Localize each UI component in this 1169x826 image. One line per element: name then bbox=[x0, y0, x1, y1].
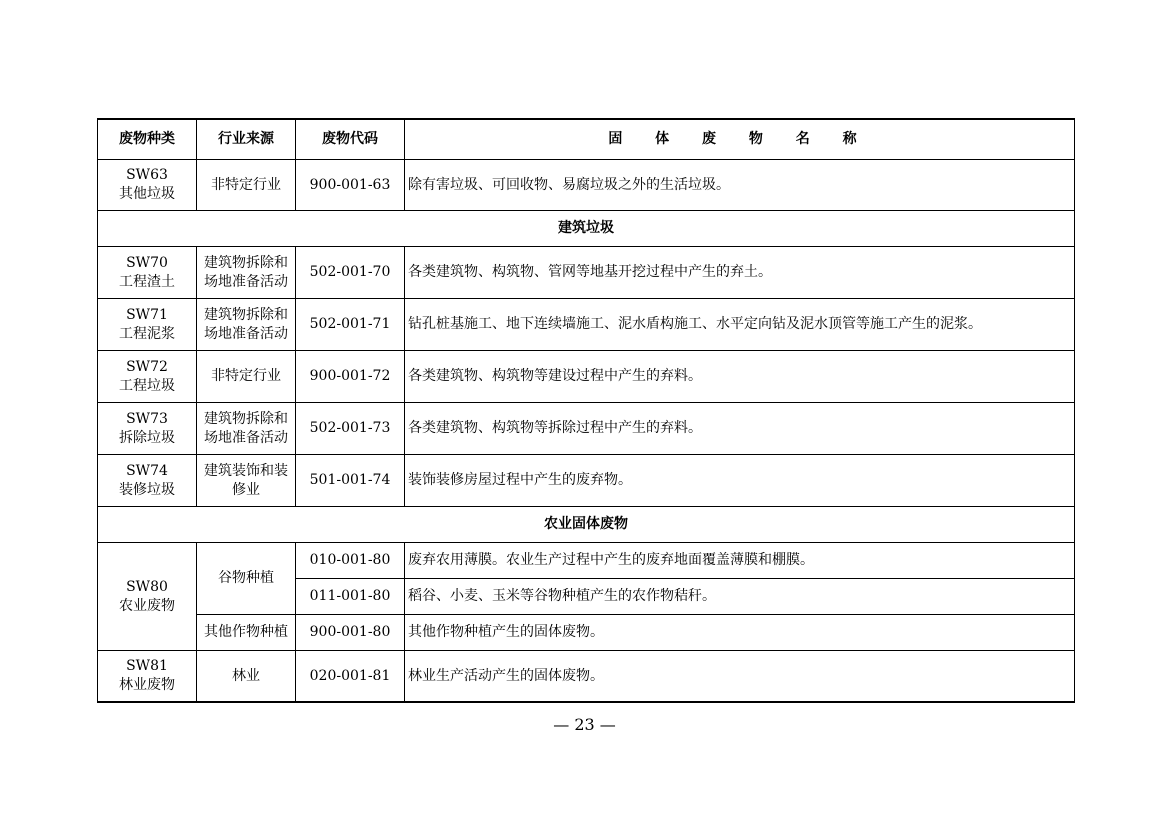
section-title-construction: 建筑垃圾 bbox=[98, 211, 1075, 247]
page-number: — 23 — bbox=[553, 715, 616, 734]
industry-source-cell bbox=[197, 247, 296, 299]
header-waste-code: 废物代码 bbox=[296, 119, 405, 160]
industry-source-cell: 谷物种植 bbox=[197, 543, 296, 615]
industry-source-cell bbox=[197, 299, 296, 351]
waste-code-cell: 501-001-74 bbox=[296, 455, 405, 507]
table-row bbox=[98, 615, 1075, 651]
waste-category-cell bbox=[98, 247, 197, 299]
category-label: 其他垃圾 bbox=[119, 186, 175, 202]
source-text: 建筑物拆除和 bbox=[204, 306, 288, 323]
industry-source-cell bbox=[197, 455, 296, 507]
waste-name-cell: 各类建筑物、构筑物等拆除过程中产生的弃料。 bbox=[405, 403, 1075, 455]
source-text: 建筑物拆除和 bbox=[204, 410, 288, 427]
table-row bbox=[98, 247, 1075, 299]
table-row bbox=[98, 651, 1075, 703]
industry-source-cell bbox=[197, 403, 296, 455]
category-code: SW72 bbox=[126, 358, 168, 375]
table-row bbox=[98, 299, 1075, 351]
header-waste-name: 固 体 废 物 名 称 bbox=[405, 119, 1075, 160]
waste-name-cell: 各类建筑物、构筑物、管网等地基开挖过程中产生的弃土。 bbox=[405, 247, 1075, 299]
waste-code-cell: 502-001-73 bbox=[296, 403, 405, 455]
industry-source-cell bbox=[197, 651, 296, 703]
source-text: 非特定行业 bbox=[211, 368, 281, 384]
waste-category-cell bbox=[98, 351, 197, 403]
header-industry-source: 行业来源 bbox=[197, 119, 296, 160]
waste-code-cell: 900-001-72 bbox=[296, 351, 405, 403]
waste-category-cell bbox=[98, 455, 197, 507]
category-code: SW81 bbox=[126, 658, 168, 674]
category-label: 装修垃圾 bbox=[119, 481, 175, 498]
source-text: 林业 bbox=[232, 667, 260, 684]
waste-code-cell: 010-001-80 bbox=[296, 543, 405, 579]
table-row bbox=[98, 403, 1075, 455]
category-code: SW63 bbox=[126, 167, 168, 183]
waste-code-cell: 020-001-81 bbox=[296, 651, 405, 703]
section-title-agriculture: 农业固体废物 bbox=[98, 507, 1075, 543]
category-code: SW71 bbox=[126, 306, 168, 323]
category-code: SW70 bbox=[126, 254, 168, 271]
waste-category-cell bbox=[98, 651, 197, 703]
waste-name-cell: 钻孔桩基施工、地下连续墙施工、泥水盾构施工、水平定向钻及泥水顶管等施工产生的泥浆。 bbox=[405, 299, 1075, 351]
waste-code-cell: 900-001-80 bbox=[296, 615, 405, 651]
waste-name-cell: 废弃农用薄膜。农业生产过程中产生的废弃地面覆盖薄膜和棚膜。 bbox=[405, 543, 1075, 579]
waste-name-cell: 除有害垃圾、可回收物、易腐垃圾之外的生活垃圾。 bbox=[405, 160, 1075, 211]
table-row bbox=[98, 543, 1075, 579]
waste-name-cell: 稻谷、小麦、玉米等谷物种植产生的农作物秸秆。 bbox=[405, 579, 1075, 615]
category-label: 工程垃圾 bbox=[119, 377, 175, 394]
waste-category-cell bbox=[98, 299, 197, 351]
waste-name-cell: 装饰装修房屋过程中产生的废弃物。 bbox=[405, 455, 1075, 507]
industry-source-cell: 其他作物种植 bbox=[197, 615, 296, 651]
source-text: 修业 bbox=[232, 481, 260, 498]
waste-category-cell bbox=[98, 543, 197, 651]
table-row bbox=[98, 455, 1075, 507]
header-row bbox=[98, 119, 1075, 160]
category-code: SW80 bbox=[126, 578, 168, 595]
source-text: 建筑装饰和装 bbox=[204, 462, 288, 479]
waste-code-cell: 011-001-80 bbox=[296, 579, 405, 615]
section-row bbox=[98, 507, 1075, 543]
waste-code-cell: 900-001-63 bbox=[296, 160, 405, 211]
category-label: 林业废物 bbox=[119, 677, 175, 693]
waste-name-cell: 林业生产活动产生的固体废物。 bbox=[405, 651, 1075, 703]
waste-classification-table bbox=[97, 118, 1075, 703]
waste-code-cell: 502-001-70 bbox=[296, 247, 405, 299]
industry-source-cell bbox=[197, 351, 296, 403]
section-row bbox=[98, 211, 1075, 247]
industry-source-cell bbox=[197, 160, 296, 211]
category-code: SW74 bbox=[126, 462, 168, 479]
table-row bbox=[98, 160, 1075, 211]
category-label: 工程渣土 bbox=[119, 273, 175, 290]
category-label: 拆除垃圾 bbox=[119, 429, 175, 446]
source-text: 非特定行业 bbox=[211, 176, 281, 193]
table-row bbox=[98, 351, 1075, 403]
waste-code-cell: 502-001-71 bbox=[296, 299, 405, 351]
source-text: 场地准备活动 bbox=[204, 325, 288, 342]
waste-category-cell bbox=[98, 403, 197, 455]
waste-name-cell: 其他作物种植产生的固体废物。 bbox=[405, 615, 1075, 651]
waste-name-cell: 各类建筑物、构筑物等建设过程中产生的弃料。 bbox=[405, 351, 1075, 403]
category-code: SW73 bbox=[126, 410, 168, 427]
waste-category-cell bbox=[98, 160, 197, 211]
category-label: 农业废物 bbox=[119, 597, 175, 614]
source-text: 建筑物拆除和 bbox=[204, 254, 288, 271]
category-label: 工程泥浆 bbox=[119, 325, 175, 342]
source-text: 场地准备活动 bbox=[204, 429, 288, 446]
header-waste-category: 废物种类 bbox=[98, 119, 197, 160]
source-text: 场地准备活动 bbox=[204, 273, 288, 290]
